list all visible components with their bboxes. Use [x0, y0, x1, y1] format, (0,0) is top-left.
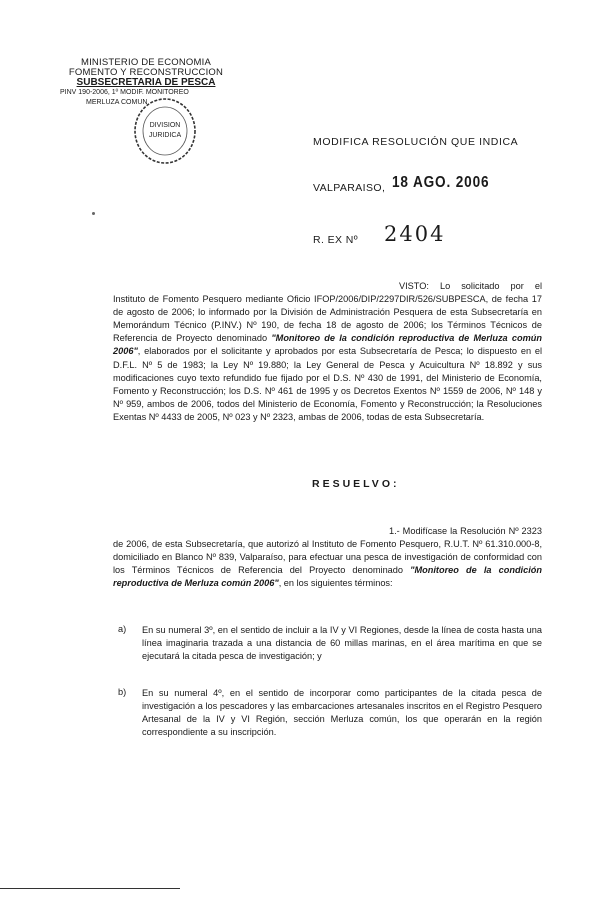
reference-species: MERLUZA COMUN: [86, 99, 148, 106]
document-date: 18 AGO. 2006: [392, 174, 490, 191]
point-1-paragraph: [113, 525, 542, 590]
point-1-text-1: 1.- Modifícase la Resolución Nº 2323 de 2006, de esta Subsecretaría, que autorizó al Instituto de Fomento Pesquero, R.U.T. Nº 61.310.000-8, domiciliado en Blanco Nº 839, Valparaíso, para efectuar una pesca de investigación de conformidad con los Términos Técnicos de Referencia del Proyecto denominado: [113, 526, 542, 576]
ministry-line: MINISTERIO DE ECONOMIA: [80, 57, 212, 68]
ministry-line-2: FOMENTO Y RECONSTRUCCION: [68, 67, 224, 78]
official-seal-icon: [132, 96, 198, 166]
item-a-marker: a): [118, 624, 127, 634]
visto-text-2: , elaborados por el solicitante y aprobados por esta Subsecretaría de Pesca; lo dispuesto en el D.F.L. Nº 5 de 1983; la Ley Nº 19.880; la Ley General de Pesca y Acuicultura Nº 18.892 y sus modificaciones cuyo texto refundido fue fijado por el D.S. Nº 430 de 1991, del Ministerio de Economía, Fomento y Reconstrucción; los D.S. Nº 461 de 1995 y os Decretos Exentos Nº 1559 de 2006, Nº 148 y Nº 959, ambos de 2006, todos del Ministerio de Economía, Fomento y Reconstrucción; la Resoluciones Exentas Nº 4433 de 2005, Nº 023 y Nº 2323, ambas de 2006, todas de esta Subsecretaría.: [113, 346, 542, 422]
subsecretary-line: SUBSECRETARIA DE PESCA: [76, 77, 216, 88]
point-1-text-2: , en los siguientes términos:: [278, 578, 393, 589]
visto-project-name: "Monitoreo de la condición reproductiva de Merluza común 2006": [113, 333, 542, 357]
visto-text-1: VISTO: Lo solicitado por el Instituto de Fomento Pesquero mediante Oficio IFOP/2006/DIP/2297DIR/526/SUBPESCA, de fecha 17 de agosto de 2006; lo informado por la División de Administración Pesquera de esta Subsecretaría en Memorándum Técnico (P.INV.) Nº 190, de fecha 18 de agosto de 2006; los Términos Técnicos de Referencia de Proyecto denominado: [113, 281, 542, 344]
document-place: VALPARAISO,: [313, 182, 386, 194]
seal-text-2: JURIDICA: [148, 132, 182, 139]
document-subject: MODIFICA RESOLUCIÓN QUE INDICA: [313, 136, 519, 148]
visto-paragraph: [113, 280, 542, 424]
point-1-project-name: "Monitoreo de la condición reproductiva de Merluza común 2006": [113, 565, 542, 589]
page-speck: [92, 212, 95, 215]
resolution-number: 2404: [384, 222, 446, 246]
footnote-rule: [0, 888, 180, 889]
item-b-marker: b): [118, 687, 127, 697]
item-a-text: En su numeral 3º, en el sentido de incluir a la IV y VI Regiones, desde la línea de costa hasta una línea imaginaria trazada a una distancia de 60 millas marinas, en el área marítima en que se ejecutará la citada pesca de investigación; y: [142, 625, 542, 662]
reference-code: PINV 190-2006, 1º MODIF. MONITOREO: [60, 89, 189, 96]
resuelvo-heading: RESUELVO:: [312, 478, 400, 490]
seal-text-1: DIVISION: [149, 122, 181, 129]
item-b-text: En su numeral 4º, en el sentido de incorporar como participantes de la citada pesca de investigación a los pescadores y las embarcaciones artesanales inscritos en el Registro Pesquero Artesanal de la IV y VI Región, sección Merluza común, los que operarán en la región correspondiente a su inscripción.: [142, 688, 542, 738]
resolution-label: R. EX Nº: [313, 234, 358, 246]
